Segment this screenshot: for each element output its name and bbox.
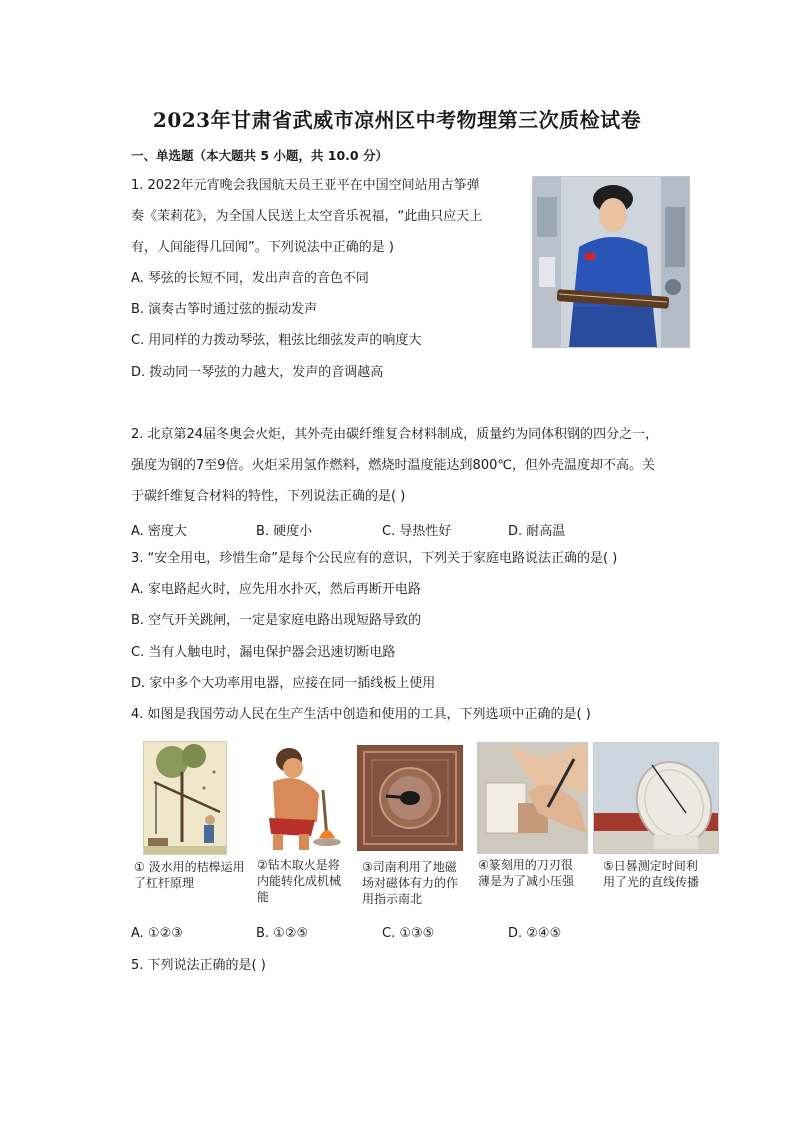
seal-carving-image bbox=[477, 742, 588, 854]
q4-options bbox=[131, 926, 691, 944]
q1-option-d[interactable]: D. 拨动同一琴弦的力越大，发声的音调越高 bbox=[131, 365, 384, 380]
q3-option-a[interactable]: A. 家电路起火时，应先用水扑灭，然后再断开电路 bbox=[131, 582, 421, 597]
q2-stem-line: 强度为钢的7至9倍。火炬采用氢作燃料，燃烧时温度能达到800℃，但外壳温度却不高。关 bbox=[131, 458, 655, 473]
sinan-compass-image bbox=[357, 745, 463, 851]
q1-option-a[interactable]: A. 琴弦的长短不同，发出声音的音色不同 bbox=[131, 271, 369, 286]
q4-caption-4: ④篆刻用的刀刃很薄是为了减小压强 bbox=[478, 858, 575, 888]
q4-caption-2: ②钻木取火是将内能转化成机械能 bbox=[257, 858, 342, 904]
q4-option-a[interactable]: A. ①②③ bbox=[131, 926, 183, 941]
q4-option-d[interactable]: D. ②④⑤ bbox=[508, 926, 562, 941]
q2-stem-line: 于碳纤维复合材料的特性，下列说法正确的是( ) bbox=[131, 489, 406, 504]
q2-option-a[interactable]: A. 密度大 bbox=[131, 524, 187, 539]
q3-option-c[interactable]: C. 当有人触电时，漏电保护器会迅速切断电路 bbox=[131, 645, 396, 660]
q4-caption-3: ③司南利用了地磁场对磁体有力的作用指示南北 bbox=[362, 860, 459, 906]
astronaut-guzheng-image bbox=[532, 176, 690, 348]
q1-stem-line: 1. 2022年元宵晚会我国航天员王亚平在中国空间站用古筝弹 bbox=[131, 178, 480, 193]
drill-fire-image bbox=[258, 741, 346, 855]
q2-option-c[interactable]: C. 导热性好 bbox=[382, 524, 452, 539]
q3-stem-line: 3. “安全用电，珍惜生命”是每个公民应有的意识，下列关于家庭电路说法正确的是( ) bbox=[131, 551, 618, 566]
well-sweep-image bbox=[143, 741, 227, 855]
sundial-image bbox=[593, 742, 719, 854]
q4-caption-5: ⑤日晷测定时间利用了光的直线传播 bbox=[603, 859, 700, 889]
section-heading: 一、单选题（本大题共 5 小题，共 10.0 分） bbox=[131, 148, 388, 163]
q2-option-d[interactable]: D. 耐高温 bbox=[508, 524, 566, 539]
q3-option-b[interactable]: B. 空气开关跳闸，一定是家庭电路出现短路导致的 bbox=[131, 613, 422, 628]
page-title: 2023年甘肃省武威市凉州区中考物理第三次质检试卷 bbox=[152, 108, 642, 132]
q3-option-d[interactable]: D. 家中多个大功率用电器，应接在同一插线板上使用 bbox=[131, 676, 436, 691]
q1-stem-line: 奏《茉莉花》，为全国人民送上太空音乐祝福，“此曲只应天上 bbox=[131, 209, 483, 224]
q4-option-c[interactable]: C. ①③⑤ bbox=[382, 926, 435, 941]
q2-option-b[interactable]: B. 硬度小 bbox=[256, 524, 313, 539]
q5-stem-line: 5. 下列说法正确的是( ) bbox=[131, 958, 266, 973]
q2-stem-line: 2. 北京第24届冬奥会火炬，其外壳由碳纤维复合材料制成，质量约为同体积钢的四分之一， bbox=[131, 427, 659, 442]
q4-stem-line: 4. 如图是我国劳动人民在生产生活中创造和使用的工具，下列选项中正确的是( ) bbox=[131, 707, 591, 722]
q4-option-b[interactable]: B. ①②⑤ bbox=[256, 926, 309, 941]
q2-options bbox=[131, 520, 691, 538]
q1-option-b[interactable]: B. 演奏古筝时通过弦的振动发声 bbox=[131, 302, 318, 317]
q1-stem-line: 有，人间能得几回闻”。下列说法中正确的是 ) bbox=[131, 240, 394, 255]
q1-option-c[interactable]: C. 用同样的力拨动琴弦，粗弦比细弦发声的响度大 bbox=[131, 333, 422, 348]
q4-caption-1: ① 汲水用的桔槔运用了杠杆原理 bbox=[134, 860, 245, 890]
